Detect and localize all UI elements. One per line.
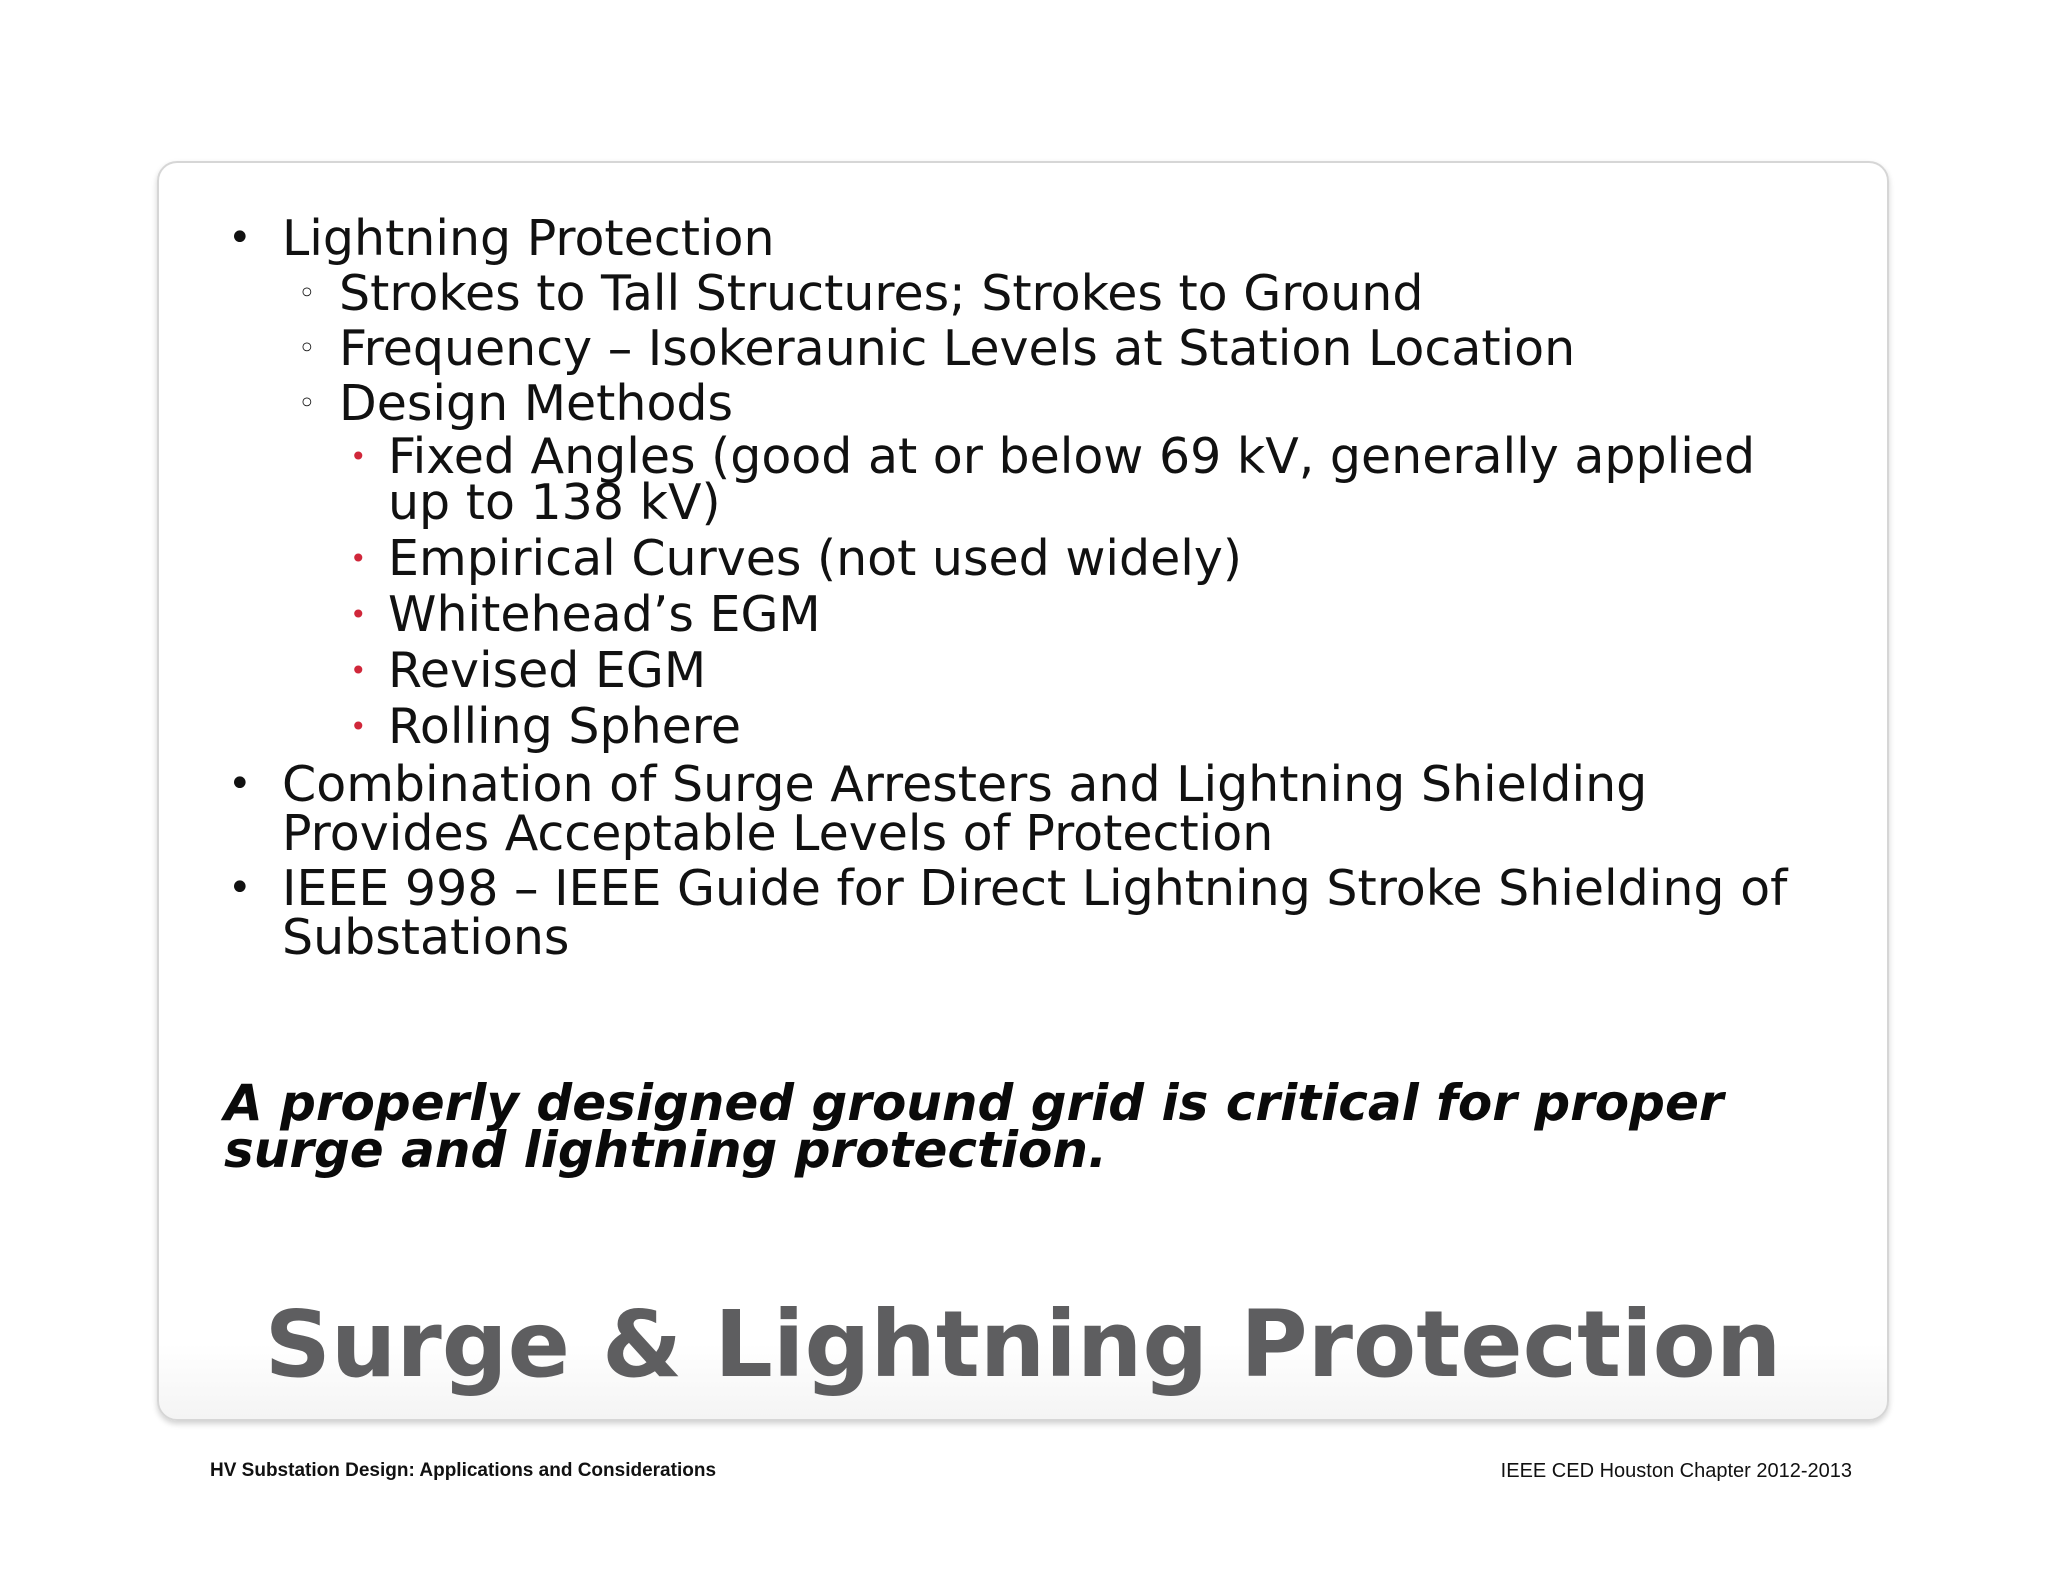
footer-right: IEEE CED Houston Chapter 2012-2013 bbox=[1500, 1460, 1852, 1482]
sub-bullet-text: Frequency – Isokeraunic Levels at Station Location bbox=[339, 320, 1576, 377]
sub-sub-bullet-text: Revised EGM bbox=[388, 642, 707, 699]
list-item bbox=[222, 756, 1862, 862]
sub-sub-bullet-icon: • bbox=[350, 654, 367, 687]
sub-bullet-icon: ◦ bbox=[298, 331, 316, 366]
list-item bbox=[222, 642, 1862, 699]
sub-sub-bullet-icon: • bbox=[350, 542, 367, 575]
bullet-icon: • bbox=[228, 215, 252, 261]
list-item bbox=[222, 375, 1862, 432]
bullet-icon: • bbox=[228, 761, 252, 807]
slide-content bbox=[222, 210, 1862, 968]
sub-sub-bullet-icon: • bbox=[350, 710, 367, 743]
bullet-text: Combination of Surge Arresters and Lightning Shielding Provides Acceptable Levels of Protection bbox=[282, 756, 1648, 862]
sub-sub-bullet-icon: • bbox=[350, 440, 367, 473]
list-item bbox=[222, 698, 1862, 755]
sub-bullet-text: Strokes to Tall Structures; Strokes to Ground bbox=[339, 265, 1424, 322]
bullet-text: IEEE 998 – IEEE Guide for Direct Lightning Stroke Shielding of Substations bbox=[282, 860, 1788, 966]
sub-sub-bullet-text: Fixed Angles (good at or below 69 kV, generally applied up to 138 kV) bbox=[388, 428, 1756, 531]
list-item bbox=[222, 428, 1862, 531]
list-item bbox=[222, 860, 1862, 966]
list-item bbox=[222, 320, 1862, 377]
list-item bbox=[222, 530, 1862, 587]
list-item bbox=[222, 210, 1862, 267]
sub-bullet-text: Design Methods bbox=[339, 375, 734, 432]
sub-sub-bullet-text: Empirical Curves (not used widely) bbox=[388, 530, 1243, 587]
sub-sub-bullet-text: Rolling Sphere bbox=[388, 698, 742, 755]
bullet-list bbox=[222, 210, 1862, 966]
slide-title: Surge & Lightning Protection bbox=[264, 1291, 1782, 1398]
list-item bbox=[222, 265, 1862, 322]
sub-sub-bullet-icon: • bbox=[350, 598, 367, 631]
bullet-text: Lightning Protection bbox=[282, 210, 775, 267]
callout-text: A properly designed ground grid is critical for proper surge and lightning protection. bbox=[224, 1074, 1724, 1179]
sub-sub-bullet-text: Whitehead’s EGM bbox=[388, 586, 821, 643]
footer-left: HV Substation Design: Applications and Considerations bbox=[210, 1460, 717, 1481]
sub-bullet-icon: ◦ bbox=[298, 276, 316, 311]
sub-bullet-icon: ◦ bbox=[298, 386, 316, 421]
list-item bbox=[222, 586, 1862, 643]
bullet-icon: • bbox=[228, 865, 252, 911]
